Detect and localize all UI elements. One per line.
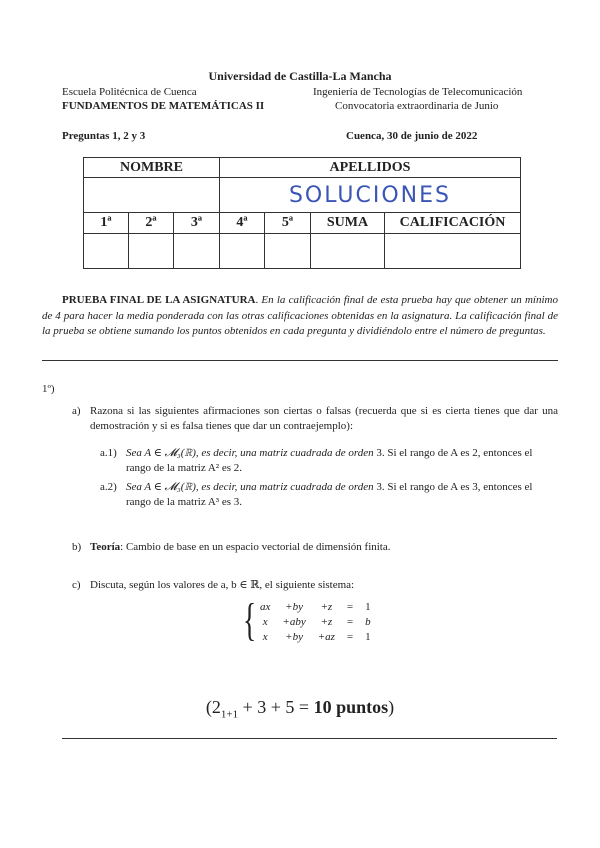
surname-cell[interactable]: SOLUCIONES	[220, 178, 521, 213]
col-q5: 5ª	[265, 213, 311, 234]
score-cell[interactable]	[129, 234, 174, 269]
questions-label: Preguntas 1, 2 y 3	[62, 130, 146, 142]
equation-system	[254, 600, 377, 645]
surname-header: APELLIDOS	[220, 158, 521, 178]
col-q3: 3ª	[174, 213, 220, 234]
col-q1: 1ª	[84, 213, 129, 234]
degree-name: Ingeniería de Tecnologías de Telecomunicación	[313, 86, 523, 98]
part-a1-italic: Sea A ∈ 𝓜₃(ℝ), es decir, una matriz cuadrada de orden	[126, 447, 374, 459]
question-number: 1º)	[42, 383, 55, 395]
points-summary: ($2_{1+1} + 3 + 5 = 10$ puntos)	[205, 697, 395, 721]
intro-text: En la calificación final de esta prueba hay que obtener un mínimo de 4 para hacer la media ponderada con las otras calificaciones obtenidas en la asignatura. La calificación final de la prueba se obtiene sumando los puntos obtenidos en cada pregunta y dividiéndolo entre el número de preguntas.	[42, 294, 558, 337]
exam-date: Cuenca, 30 de junio de 2022	[346, 130, 478, 142]
school-name: Escuela Politécnica de Cuenca	[62, 86, 197, 98]
part-b-bold: Teoría	[90, 541, 121, 553]
part-a2-italic: Sea A ∈ 𝓜₃(ℝ), es decir, una matriz cuadrada de orden	[126, 481, 374, 493]
score-cell[interactable]	[174, 234, 220, 269]
part-c-text: Discuta, según los valores de a, b ∈ ℝ, el siguiente sistema:	[90, 579, 355, 591]
part-a-label: a)	[72, 405, 81, 417]
part-a1-text: 3. Si el rango de A es 2, entonces el rango de la matriz A² es 2.	[126, 447, 533, 474]
subject-name: FUNDAMENTOS DE MATEMÁTICAS II	[62, 100, 265, 112]
score-cell[interactable]	[220, 234, 265, 269]
part-c-label: c)	[72, 579, 81, 591]
university-title: Universidad de Castilla-La Mancha	[208, 69, 392, 83]
left-brace: {	[243, 594, 257, 645]
part-b	[90, 540, 391, 555]
part-b-label: b)	[72, 541, 82, 553]
grade-table	[83, 157, 521, 269]
intro-paragraph: PRUEBA FINAL DE LA ASIGNATURA. En la calificación final de esta prueba hay que obtener un mínimo de 4 para hacer la media ponderada con las otras calificaciones obtenidas en la asignatura. La calificación final de la prueba se obtiene sumando los puntos obtenidos en cada pregunta y dividiéndolo entre el número de preguntas.	[42, 294, 558, 337]
part-a-text: Razona si las siguientes afirmaciones son ciertas o falsas (recuerda que si es cierta tienes que dar una demostración y si es falsa tienes que dar un contraejemplo):	[90, 405, 558, 432]
score-cell[interactable]	[385, 234, 521, 269]
equation-row: x +by +az = 1	[262, 631, 371, 643]
score-cell[interactable]	[84, 234, 129, 269]
intro-bold: PRUEBA FINAL DE LA ASIGNATURA	[62, 294, 256, 306]
part-a2-text: 3. Si el rango de A es 3, entonces el rango de la matriz A³ es 3.	[126, 481, 533, 508]
part-a1	[126, 446, 558, 476]
col-sum: SUMA	[311, 213, 385, 234]
name-cell[interactable]	[84, 178, 220, 213]
part-a2-label: a.2)	[100, 481, 117, 493]
part-a1-label: a.1)	[100, 447, 117, 459]
score-cell[interactable]	[311, 234, 385, 269]
equation-row: ax +by +z = 1	[260, 601, 371, 613]
col-grade: CALIFICACIÓN	[385, 213, 521, 234]
col-q2: 2ª	[129, 213, 174, 234]
name-header: NOMBRE	[84, 158, 220, 178]
col-q4: 4ª	[220, 213, 265, 234]
part-b-text: : Cambio de base en un espacio vectorial de dimensión finita.	[120, 541, 391, 553]
exam-call: Convocatoria extraordinaria de Junio	[335, 100, 499, 112]
score-cell[interactable]	[265, 234, 311, 269]
divider	[42, 360, 558, 361]
part-a2	[126, 480, 558, 510]
bottom-divider	[62, 738, 557, 739]
equation-row: x +aby +z = b	[262, 616, 371, 628]
